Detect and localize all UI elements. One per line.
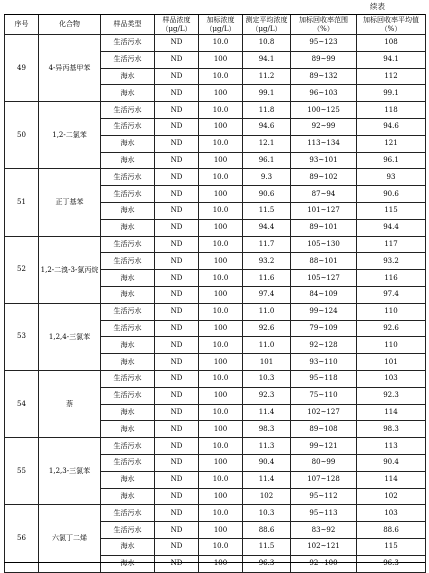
- sample-conc-cell: ND: [155, 118, 199, 135]
- row-index: 55: [5, 438, 39, 505]
- recovery-mean-cell: 115: [357, 538, 426, 555]
- recovery-range-cell: 87~94: [291, 186, 357, 203]
- row-index: 53: [5, 303, 39, 370]
- recovery-range-cell: 89~101: [291, 219, 357, 236]
- table-row: [5, 35, 426, 52]
- sample-conc-cell: ND: [155, 236, 199, 253]
- sample-type-cell: 生活污水: [101, 438, 155, 455]
- measured-mean-cell: 93.2: [243, 253, 291, 270]
- measured-mean-cell: 90.6: [243, 186, 291, 203]
- measured-mean-cell: 92.3: [243, 387, 291, 404]
- spike-conc-cell: 10.0: [199, 303, 243, 320]
- recovery-mean-cell: 93.2: [357, 253, 426, 270]
- sample-conc-cell: ND: [155, 522, 199, 539]
- measured-mean-cell: 10.8: [243, 35, 291, 52]
- sample-type-cell: 海水: [101, 85, 155, 102]
- measured-mean-cell: 98.3: [243, 421, 291, 438]
- recovery-mean-cell: 108: [357, 35, 426, 52]
- sample-conc-cell: ND: [155, 404, 199, 421]
- header-sample-conc: 样品浓度（μg/L）: [155, 15, 199, 35]
- compound-name: 萘: [39, 370, 101, 437]
- measured-mean-cell: 10.3: [243, 370, 291, 387]
- sample-type-cell: 海水: [101, 404, 155, 421]
- recovery-range-cell: 105~127: [291, 270, 357, 287]
- recovery-range-cell: 107~128: [291, 471, 357, 488]
- sample-type-cell: 生活污水: [101, 236, 155, 253]
- sample-conc-cell: ND: [155, 471, 199, 488]
- sample-type-cell: 生活污水: [101, 370, 155, 387]
- sample-conc-cell: ND: [155, 505, 199, 522]
- recovery-range-cell: 89~102: [291, 169, 357, 186]
- spike-conc-cell: 10.0: [199, 404, 243, 421]
- spike-conc-cell: 100: [199, 51, 243, 68]
- sample-type-cell: 海水: [101, 286, 155, 303]
- measured-mean-cell: 11.6: [243, 270, 291, 287]
- spike-conc-cell: 100: [199, 219, 243, 236]
- sample-conc-cell: ND: [155, 421, 199, 438]
- spike-conc-cell: 100: [199, 387, 243, 404]
- recovery-mean-cell: 102: [357, 488, 426, 505]
- sample-conc-cell: ND: [155, 68, 199, 85]
- recovery-mean-cell: 94.4: [357, 219, 426, 236]
- sample-conc-cell: ND: [155, 35, 199, 52]
- recovery-mean-cell: 92.3: [357, 387, 426, 404]
- row-index: 54: [5, 370, 39, 437]
- sample-conc-cell: ND: [155, 387, 199, 404]
- recovery-range-cell: 89~99: [291, 51, 357, 68]
- measured-mean-cell: 90.4: [243, 454, 291, 471]
- table-row: [5, 370, 426, 387]
- sample-type-cell: 生活污水: [101, 387, 155, 404]
- sample-conc-cell: ND: [155, 488, 199, 505]
- sample-type-cell: 海水: [101, 421, 155, 438]
- recovery-mean-cell: 92.6: [357, 320, 426, 337]
- recovery-mean-cell: 114: [357, 404, 426, 421]
- measured-mean-cell: 101: [243, 354, 291, 371]
- sample-conc-cell: ND: [155, 186, 199, 203]
- sample-type-cell: 生活污水: [101, 102, 155, 119]
- recovery-range-cell: 101~127: [291, 202, 357, 219]
- measured-mean-cell: 11.4: [243, 404, 291, 421]
- compound-name: 六氯丁二烯: [39, 505, 101, 572]
- spike-conc-cell: 10.0: [199, 270, 243, 287]
- sample-type-cell: 海水: [101, 219, 155, 236]
- measured-mean-cell: 97.4: [243, 286, 291, 303]
- measured-mean-cell: 88.6: [243, 522, 291, 539]
- measured-mean-cell: 11.3: [243, 438, 291, 455]
- measured-mean-cell: 94.4: [243, 219, 291, 236]
- sample-type-cell: 海水: [101, 202, 155, 219]
- compound-name: 1,2-二氯苯: [39, 102, 101, 169]
- sample-type-cell: 海水: [101, 135, 155, 152]
- sample-conc-cell: ND: [155, 303, 199, 320]
- spike-conc-cell: 100: [199, 152, 243, 169]
- recovery-mean-cell: 90.6: [357, 186, 426, 203]
- measured-mean-cell: 99.1: [243, 85, 291, 102]
- recovery-range-cell: 75~110: [291, 387, 357, 404]
- table-row: [5, 438, 426, 455]
- recovery-range-cell: 92~128: [291, 337, 357, 354]
- sample-conc-cell: ND: [155, 152, 199, 169]
- spike-conc-cell: 100: [199, 186, 243, 203]
- measured-mean-cell: 9.3: [243, 169, 291, 186]
- recovery-mean-cell: 112: [357, 68, 426, 85]
- spike-conc-cell: 10.0: [199, 35, 243, 52]
- header-spike-conc: 加标浓度（μg/L）: [199, 15, 243, 35]
- recovery-range-cell: 89~108: [291, 421, 357, 438]
- recovery-mean-cell: 88.6: [357, 522, 426, 539]
- sample-conc-cell: ND: [155, 169, 199, 186]
- sample-conc-cell: ND: [155, 51, 199, 68]
- sample-conc-cell: ND: [155, 202, 199, 219]
- header-row: [5, 15, 426, 35]
- recovery-mean-cell: 118: [357, 102, 426, 119]
- sample-type-cell: 生活污水: [101, 169, 155, 186]
- recovery-range-cell: 96~103: [291, 85, 357, 102]
- recovery-range-cell: 84~109: [291, 286, 357, 303]
- recovery-range-cell: 102~121: [291, 538, 357, 555]
- recovery-range-cell: 79~109: [291, 320, 357, 337]
- recovery-mean-cell: 115: [357, 202, 426, 219]
- spike-conc-cell: 100: [199, 522, 243, 539]
- recovery-range-cell: 92~99: [291, 118, 357, 135]
- measured-mean-cell: 11.4: [243, 471, 291, 488]
- spike-conc-cell: 100: [199, 421, 243, 438]
- measured-mean-cell: 96.1: [243, 152, 291, 169]
- sample-conc-cell: ND: [155, 320, 199, 337]
- sample-type-cell: 海水: [101, 488, 155, 505]
- spike-conc-cell: 10.0: [199, 337, 243, 354]
- spike-conc-cell: 100: [199, 354, 243, 371]
- sample-conc-cell: ND: [155, 538, 199, 555]
- sample-type-cell: 生活污水: [101, 454, 155, 471]
- sample-type-cell: 生活污水: [101, 505, 155, 522]
- sample-type-cell: 海水: [101, 337, 155, 354]
- sample-type-cell: 海水: [101, 471, 155, 488]
- sample-type-cell: 生活污水: [101, 118, 155, 135]
- recovery-range-cell: 95~113: [291, 505, 357, 522]
- spike-conc-cell: 10.0: [199, 102, 243, 119]
- sample-conc-cell: ND: [155, 370, 199, 387]
- sample-type-cell: 生活污水: [101, 253, 155, 270]
- recovery-range-cell: 95~112: [291, 488, 357, 505]
- spike-conc-cell: 10.0: [199, 438, 243, 455]
- spike-conc-cell: 10.0: [199, 236, 243, 253]
- table-row: [5, 505, 426, 522]
- recovery-range-cell: 102~127: [291, 404, 357, 421]
- measured-mean-cell: 11.2: [243, 68, 291, 85]
- spike-conc-cell: 100: [199, 286, 243, 303]
- table-row: [5, 102, 426, 119]
- spike-conc-cell: 100: [199, 85, 243, 102]
- recovery-mean-cell: 113: [357, 438, 426, 455]
- sample-type-cell: 生活污水: [101, 303, 155, 320]
- compound-name: 1,2-二溴-3-氯丙烷: [39, 236, 101, 303]
- sample-conc-cell: ND: [155, 270, 199, 287]
- header-compound: 化合物: [39, 15, 101, 35]
- table-top-rule: [4, 14, 425, 15]
- header-measured-mean: 测定平均浓度（μg/L）: [243, 15, 291, 35]
- measured-mean-cell: 102: [243, 488, 291, 505]
- spike-conc-cell: 10.0: [199, 505, 243, 522]
- measured-mean-cell: 94.6: [243, 118, 291, 135]
- compound-name: 1,2,4-三氯苯: [39, 303, 101, 370]
- recovery-mean-cell: 110: [357, 337, 426, 354]
- table-row: [5, 303, 426, 320]
- measured-mean-cell: 11.7: [243, 236, 291, 253]
- measured-mean-cell: 10.3: [243, 505, 291, 522]
- table-row: [5, 169, 426, 186]
- spike-conc-cell: 10.0: [199, 370, 243, 387]
- compound-name: 正丁基苯: [39, 169, 101, 236]
- measured-mean-cell: 92.6: [243, 320, 291, 337]
- recovery-range-cell: 105~130: [291, 236, 357, 253]
- recovery-mean-cell: 94.6: [357, 118, 426, 135]
- recovery-range-cell: 93~101: [291, 152, 357, 169]
- recovery-range-cell: 83~92: [291, 522, 357, 539]
- recovery-range-cell: 89~132: [291, 68, 357, 85]
- sample-conc-cell: ND: [155, 219, 199, 236]
- continued-label: 续表: [370, 2, 385, 11]
- recovery-mean-cell: 110: [357, 303, 426, 320]
- header-sample-type: 样品类型: [101, 15, 155, 35]
- sample-type-cell: 海水: [101, 538, 155, 555]
- spike-conc-cell: 10.0: [199, 471, 243, 488]
- sample-conc-cell: ND: [155, 438, 199, 455]
- sample-conc-cell: ND: [155, 253, 199, 270]
- measured-mean-cell: 12.1: [243, 135, 291, 152]
- row-index: 50: [5, 102, 39, 169]
- measured-mean-cell: 94.1: [243, 51, 291, 68]
- table-row: [5, 236, 426, 253]
- spike-conc-cell: 10.0: [199, 135, 243, 152]
- recovery-table: [4, 14, 426, 573]
- recovery-mean-cell: 99.1: [357, 85, 426, 102]
- recovery-range-cell: 95~118: [291, 370, 357, 387]
- spike-conc-cell: 10.0: [199, 68, 243, 85]
- sample-type-cell: 生活污水: [101, 522, 155, 539]
- recovery-mean-cell: 97.4: [357, 286, 426, 303]
- measured-mean-cell: 11.8: [243, 102, 291, 119]
- recovery-mean-cell: 93: [357, 169, 426, 186]
- header-index: 序号: [5, 15, 39, 35]
- recovery-mean-cell: 116: [357, 270, 426, 287]
- sample-conc-cell: ND: [155, 454, 199, 471]
- recovery-mean-cell: 121: [357, 135, 426, 152]
- compound-name: 1,2,3-三氯苯: [39, 438, 101, 505]
- sample-conc-cell: ND: [155, 102, 199, 119]
- sample-type-cell: 生活污水: [101, 186, 155, 203]
- spike-conc-cell: 100: [199, 454, 243, 471]
- measured-mean-cell: 11.5: [243, 538, 291, 555]
- recovery-range-cell: 80~99: [291, 454, 357, 471]
- recovery-range-cell: 88~101: [291, 253, 357, 270]
- recovery-mean-cell: 114: [357, 471, 426, 488]
- row-index: 51: [5, 169, 39, 236]
- sample-type-cell: 生活污水: [101, 35, 155, 52]
- header-recovery-mean: 加标回收率平均值（%）: [357, 15, 426, 35]
- recovery-range-cell: 100~125: [291, 102, 357, 119]
- measured-mean-cell: 11.0: [243, 337, 291, 354]
- table-bottom-rule: [4, 562, 425, 563]
- sample-conc-cell: ND: [155, 286, 199, 303]
- spike-conc-cell: 10.0: [199, 538, 243, 555]
- sample-conc-cell: ND: [155, 337, 199, 354]
- sample-type-cell: 生活污水: [101, 320, 155, 337]
- recovery-range-cell: 99~124: [291, 303, 357, 320]
- recovery-mean-cell: 98.3: [357, 421, 426, 438]
- sample-type-cell: 生活污水: [101, 51, 155, 68]
- row-index: 52: [5, 236, 39, 303]
- recovery-mean-cell: 90.4: [357, 454, 426, 471]
- sample-type-cell: 海水: [101, 152, 155, 169]
- spike-conc-cell: 100: [199, 118, 243, 135]
- row-index: 49: [5, 35, 39, 102]
- spike-conc-cell: 100: [199, 488, 243, 505]
- spike-conc-cell: 10.0: [199, 202, 243, 219]
- sample-type-cell: 海水: [101, 270, 155, 287]
- recovery-range-cell: 93~110: [291, 354, 357, 371]
- spike-conc-cell: 100: [199, 253, 243, 270]
- recovery-range-cell: 95~123: [291, 35, 357, 52]
- sample-conc-cell: ND: [155, 135, 199, 152]
- recovery-mean-cell: 96.1: [357, 152, 426, 169]
- recovery-mean-cell: 117: [357, 236, 426, 253]
- row-index: 56: [5, 505, 39, 572]
- recovery-range-cell: 113~134: [291, 135, 357, 152]
- sample-type-cell: 海水: [101, 68, 155, 85]
- compound-name: 4-异丙基甲苯: [39, 35, 101, 102]
- table-body: [5, 35, 426, 573]
- measured-mean-cell: 11.5: [243, 202, 291, 219]
- spike-conc-cell: 10.0: [199, 169, 243, 186]
- recovery-mean-cell: 94.1: [357, 51, 426, 68]
- recovery-mean-cell: 103: [357, 505, 426, 522]
- sample-conc-cell: ND: [155, 354, 199, 371]
- recovery-mean-cell: 103: [357, 370, 426, 387]
- recovery-mean-cell: 101: [357, 354, 426, 371]
- sample-conc-cell: ND: [155, 85, 199, 102]
- recovery-range-cell: 99~121: [291, 438, 357, 455]
- measured-mean-cell: 11.0: [243, 303, 291, 320]
- header-recovery-range: 加标回收率范围（%）: [291, 15, 357, 35]
- sample-type-cell: 海水: [101, 354, 155, 371]
- spike-conc-cell: 100: [199, 320, 243, 337]
